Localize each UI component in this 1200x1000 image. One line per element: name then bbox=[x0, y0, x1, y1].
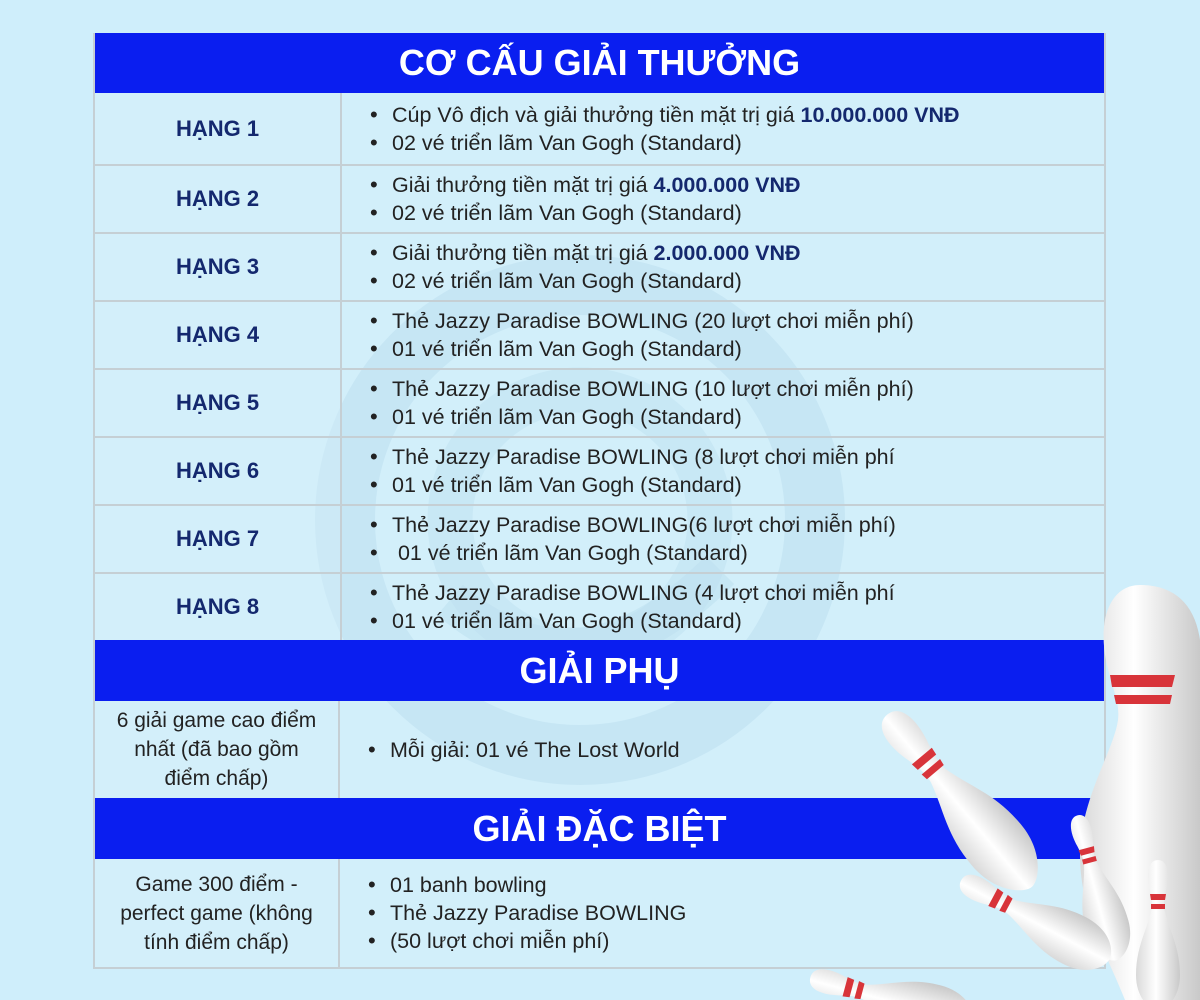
prize-item: • Mỗi giải: 01 vé The Lost World bbox=[368, 736, 1104, 764]
prize-structure-header bbox=[95, 33, 1104, 93]
prize-item: • 01 vé triển lãm Van Gogh (Standard) bbox=[370, 607, 1104, 635]
prize-item: • Giải thưởng tiền mặt trị giá 4.000.000 VNĐ bbox=[370, 171, 1104, 199]
rank-row-6 bbox=[95, 436, 1104, 504]
prize-item: • 01 vé triển lãm Van Gogh (Standard) bbox=[370, 335, 1104, 363]
rank-label: HẠNG 2 bbox=[95, 166, 342, 232]
prize-item: • Thẻ Jazzy Paradise BOWLING (4 lượt chơi miễn phí bbox=[370, 579, 1104, 607]
prize-item: • Thẻ Jazzy Paradise BOWLING (10 lượt chơi miễn phí) bbox=[370, 375, 1104, 403]
rank-row-4 bbox=[95, 300, 1104, 368]
rank-label: HẠNG 7 bbox=[95, 506, 342, 572]
rank-label: HẠNG 5 bbox=[95, 370, 342, 436]
prize-structure-title: CƠ CẤU GIẢI THƯỞNG bbox=[398, 42, 801, 83]
prize-item: • 01 vé triển lãm Van Gogh (Standard) bbox=[370, 471, 1104, 499]
prize-item: • Thẻ Jazzy Paradise BOWLING bbox=[368, 899, 1104, 927]
prize-item: • Thẻ Jazzy Paradise BOWLING(6 lượt chơi miễn phí) bbox=[370, 511, 1104, 539]
prize-item: • Thẻ Jazzy Paradise BOWLING (20 lượt chơi miễn phí) bbox=[370, 307, 1104, 335]
prize-item: • (50 lượt chơi miễn phí) bbox=[368, 927, 1104, 955]
side-prize-condition: 6 giải game cao điểm nhất (đã bao gồm điểm chấp) bbox=[95, 701, 340, 798]
bowling-pin-icon bbox=[804, 952, 980, 1000]
rank-prizes bbox=[342, 93, 1104, 164]
rank-row-1 bbox=[95, 93, 1104, 164]
rank-prizes bbox=[342, 438, 1104, 504]
rank-label: HẠNG 8 bbox=[95, 574, 342, 640]
cash-amount: 4.000.000 VNĐ bbox=[653, 173, 801, 197]
prize-item: • Thẻ Jazzy Paradise BOWLING (8 lượt chơi miễn phí bbox=[370, 443, 1104, 471]
rank-row-3 bbox=[95, 232, 1104, 300]
special-prize-title: GIẢI ĐẶC BIỆT bbox=[472, 807, 727, 849]
special-prize-condition: Game 300 điểm - perfect game (không tính điểm chấp) bbox=[95, 859, 340, 967]
prize-item: • 01 vé triển lãm Van Gogh (Standard) bbox=[370, 539, 1104, 567]
prize-item: • 01 banh bowling bbox=[368, 871, 1104, 899]
prize-item: • Giải thưởng tiền mặt trị giá 2.000.000 VNĐ bbox=[370, 239, 1104, 267]
bowling-pins-illustration bbox=[780, 580, 1200, 1000]
rank-prizes bbox=[342, 506, 1104, 572]
rank-prizes bbox=[342, 234, 1104, 300]
rank-prizes bbox=[342, 166, 1104, 232]
prize-item: • 02 vé triển lãm Van Gogh (Standard) bbox=[370, 129, 1104, 157]
rank-prizes bbox=[342, 370, 1104, 436]
rank-label: HẠNG 6 bbox=[95, 438, 342, 504]
rank-label: HẠNG 3 bbox=[95, 234, 342, 300]
cash-amount: 10.000.000 VNĐ bbox=[800, 102, 960, 127]
cash-amount: 2.000.000 VNĐ bbox=[653, 241, 801, 265]
rank-prizes bbox=[342, 302, 1104, 368]
prize-item: • 02 vé triển lãm Van Gogh (Standard) bbox=[370, 267, 1104, 295]
rank-row-7 bbox=[95, 504, 1104, 572]
prize-item: • Cúp Vô địch và giải thưởng tiền mặt trị giá 10.000.000 VNĐ bbox=[370, 101, 1104, 129]
rank-label: HẠNG 1 bbox=[95, 93, 342, 164]
rank-row-2 bbox=[95, 164, 1104, 232]
prize-item: • 02 vé triển lãm Van Gogh (Standard) bbox=[370, 199, 1104, 227]
side-prize-title: GIẢI PHỤ bbox=[519, 649, 680, 691]
rank-row-5 bbox=[95, 368, 1104, 436]
prize-item: • 01 vé triển lãm Van Gogh (Standard) bbox=[370, 403, 1104, 431]
rank-label: HẠNG 4 bbox=[95, 302, 342, 368]
bowling-pin-icon bbox=[863, 694, 1057, 907]
